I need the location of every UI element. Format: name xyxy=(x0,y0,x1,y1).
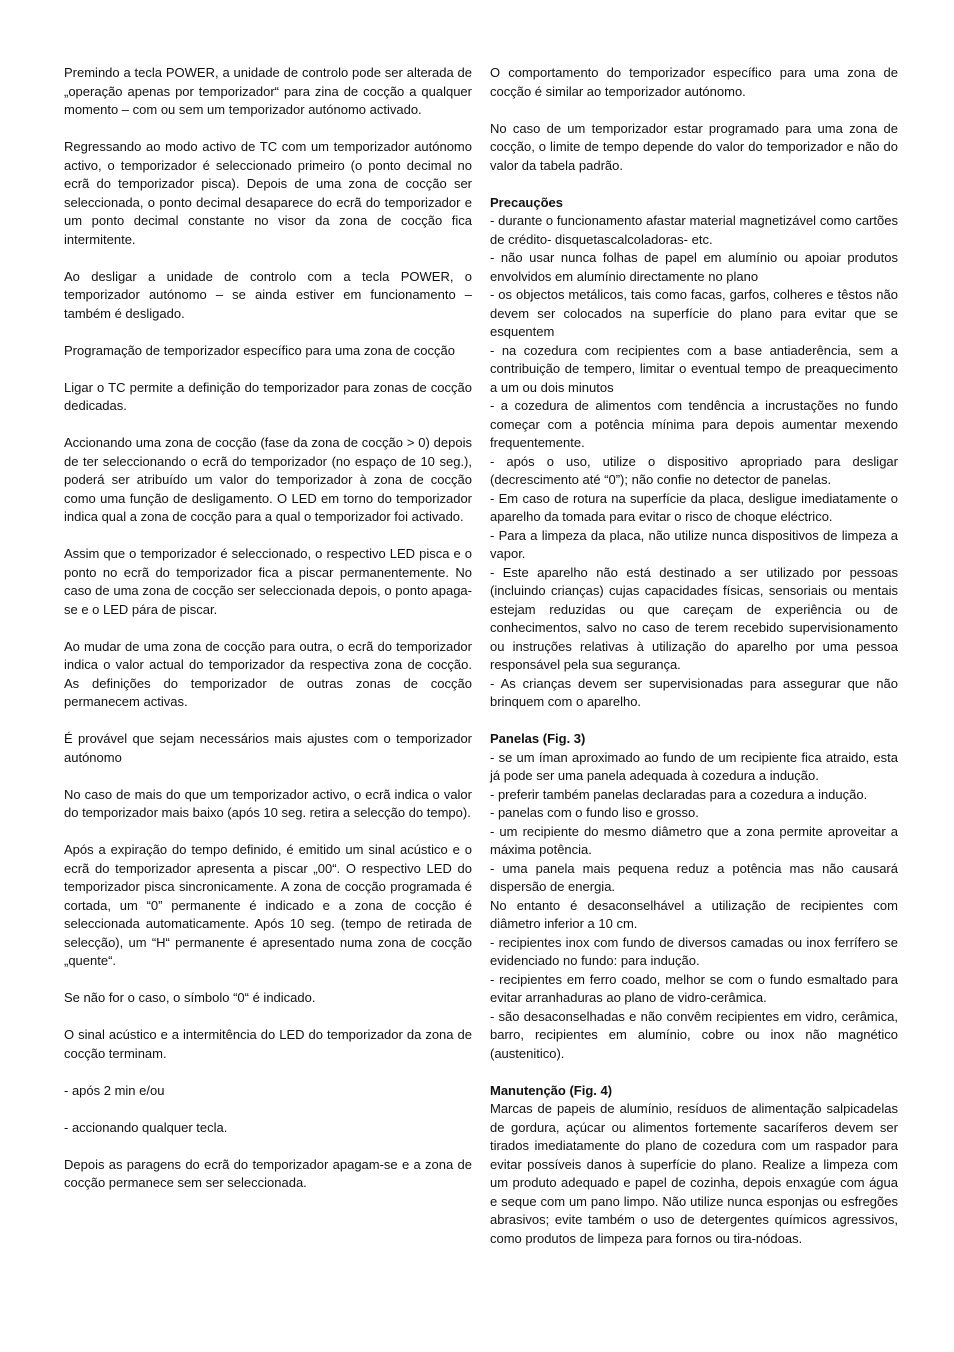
paragraph: Se não for o caso, o símbolo “0“ é indicado. xyxy=(64,990,316,1005)
list-item: - As crianças devem ser supervisionadas para assegurar que não brinquem com o aparelho. xyxy=(490,675,898,709)
paragraph: Ligar o TC permite a definição do temporizador para zonas de cocção dedicadas. xyxy=(64,379,472,413)
paragraph: Marcas de papeis de alumínio, resíduos de alimentação salpicadelas de gordura, açúcar ou alimentos fortemente sacaríferos devem ser tirados imediatamente do plano de cozedura com um raspador para evitar possíveis danos à superfície do plano. Realize a limpeza com um produto adequado e papel de cozinha, depois enxagúe com água e seque com um pano limpo. Não utilize nunca esponjas ou esfregões abrasivos; evite também o uso de detergentes químicos agressivos, como produtos de limpeza para fornos ou tira-nódoas. xyxy=(490,1101,898,1246)
paragraph: No caso de mais do que um temporizador activo, o ecrã indica o valor do temporizador mais baixo (após 10 seg. retira a selecção do tempo). xyxy=(64,786,472,820)
precautions-section xyxy=(490,194,898,712)
paragraph: O sinal acústico e a intermitência do LED do temporizador da zona de cocção terminam. xyxy=(64,1027,472,1061)
list-item: - após 2 min e/ou xyxy=(64,1082,165,1098)
list-item: - accionando qualquer tecla. xyxy=(64,1119,228,1135)
paragraph: É provável que sejam necessários mais ajustes com o temporizador autónomo xyxy=(64,731,472,765)
list-item: - são desaconselhadas e não convêm recipientes em vidro, cerâmica, barro, recipientes em alumínio, cobre ou inox não magnético (austenitico). xyxy=(490,1008,898,1061)
paragraph: Depois as paragens do ecrã do temporizador apagam-se e a zona de cocção permanece sem ser seleccionada. xyxy=(64,1156,472,1190)
right-column xyxy=(490,64,898,1304)
maintenance-section xyxy=(490,1082,898,1249)
list-item: - Este aparelho não está destinado a ser utilizado por pessoas (incluindo crianças) cujas capacidades físicas, sensoriais ou mentais estejam reduzidas ou que careçam de experiência ou de conhecimentos, salvo no caso de terem recebido supervisionamento ou instruções relativas à utilização do aparelho por uma pessoa responsável pela sua segurança. xyxy=(490,564,898,672)
paragraph: Ao mudar de uma zona de cocção para outra, o ecrã do temporizador indica o valor actual do temporizador da respectiva zona de cocção. As definições do temporizador de outras zonas de cocção permanecem activas. xyxy=(64,638,472,709)
list-item: - Em caso de rotura na superfície da placa, desligue imediatamente o aparelho da tomada para evitar o risco de choque eléctrico. xyxy=(490,490,898,524)
list-item: - após o uso, utilize o dispositivo apropriado para desligar (decrescimento até “0”); não confie no detector de panelas. xyxy=(490,453,898,487)
list-item: - se um íman aproximado ao fundo de um recipiente fica atraido, esta já pode ser uma panela adequada à cozedura a indução. xyxy=(490,749,898,783)
list-item: - preferir também panelas declaradas para a cozedura a indução. xyxy=(490,786,868,802)
list-item: - não usar nunca folhas de papel em alumínio ou apoiar produtos envolvidos em alumínio directamente no plano xyxy=(490,250,898,284)
paragraph: Assim que o temporizador é seleccionado, o respectivo LED pisca e o ponto no ecrã do temporizador fica a piscar permanentemente. No caso de uma zona de cocção ser seleccionada depois, o ponto apaga-se e o LED pára de piscar. xyxy=(64,546,472,617)
list-item: - na cozedura com recipientes com a base antiaderência, sem a contribuição de tempero, limitar o eventual tempo de preaquecimento a um ou dois minutos xyxy=(490,342,898,395)
paragraph: Após a expiração do tempo definido, é emitido um sinal acústico e o ecrã do temporizador apresenta a piscar „00“. O respectivo LED do temporizador pisca sincronicamente. A zona de cocção programada é cortada, um “0” permanente é indicado e a zona de cocção é seleccionada automaticamente. Após 10 seg. (tempo de retirada de selecção), um “H“ permanente é apresentado numa zona de cocção „quente“. xyxy=(64,842,472,968)
paragraph: Premindo a tecla POWER, a unidade de controlo pode ser alterada de „operação apenas por temporizador“ para zina de cocção a qualquer momento – com ou sem um temporizador autónomo activado. xyxy=(64,65,472,117)
paragraph: No caso de um temporizador estar programado para uma zona de cocção, o limite de tempo depende do valor do temporizador e não do valor da tabela padrão. xyxy=(490,120,898,173)
list-item: - um recipiente do mesmo diâmetro que a zona permite aproveitar a máxima potência. xyxy=(490,823,898,857)
list-item: - uma panela mais pequena reduz a potência mas não causará dispersão de energia. xyxy=(490,860,898,894)
list-item: - durante o funcionamento afastar material magnetizável como cartões de crédito- disquetascalcoladoras- etc. xyxy=(490,213,898,247)
manual-page xyxy=(64,64,899,1304)
paragraph: Ao desligar a unidade de controlo com a tecla POWER, o temporizador autónomo – se ainda estiver em funcionamento – também é desligado. xyxy=(64,268,472,321)
list-item: - a cozedura de alimentos com tendência a incrustações no fundo começar com a potência mínima para depois aumentar mexendo frequentemente. xyxy=(490,398,898,450)
list-item: - recipientes em ferro coado, melhor se com o fundo esmaltado para evitar arranhaduras ao plano de vidro-cerâmica. xyxy=(490,971,898,1005)
paragraph: Regressando ao modo activo de TC com um temporizador autónomo activo, o temporizador é seleccionado primeiro (o ponto decimal no ecrã do temporizador pisca). Depois de uma zona de cocção ser seleccionada, o ponto decimal desaparece do ecrã do temporizador e um ponto decimal constante no visor da zona de cocção fica intermitente. xyxy=(64,139,472,247)
list-item: - panelas com o fundo liso e grosso. xyxy=(490,805,699,820)
list-item: - Para a limpeza da placa, não utilize nunca dispositivos de limpeza a vapor. xyxy=(490,527,898,561)
subsection-title: Programação de temporizador específico para uma zona de cocção xyxy=(64,342,455,358)
section-heading: Manutenção (Fig. 4) xyxy=(490,1082,613,1098)
pans-section xyxy=(490,730,898,1063)
section-heading: Precauções xyxy=(490,194,563,210)
list-item: - os objectos metálicos, tais como facas, garfos, colheres e têstos não devem ser colocados na superfície do plano para evitar que se esquentem xyxy=(490,287,898,339)
list-item: - recipientes inox com fundo de diversos camadas ou inox ferrífero se evidenciado no fundo: para indução. xyxy=(490,934,898,968)
list-item: No entanto é desaconselhável a utilização de recipientes com diâmetro inferior a 10 cm. xyxy=(490,897,898,931)
section-heading: Panelas (Fig. 3) xyxy=(490,731,586,746)
left-column xyxy=(64,64,472,1304)
paragraph: O comportamento do temporizador específico para uma zona de cocção é similar ao temporizador autónomo. xyxy=(490,65,898,99)
paragraph: Accionando uma zona de cocção (fase da zona de cocção > 0) depois de ter seleccionando o ecrã do temporizador (no espaço de 10 seg.), poderá ser atribuído um valor do temporizador à zona de cocção como uma função de desligamento. O LED em torno do temporizador indica qual a zona de cocção para a qual o temporizador foi activado. xyxy=(64,435,472,524)
